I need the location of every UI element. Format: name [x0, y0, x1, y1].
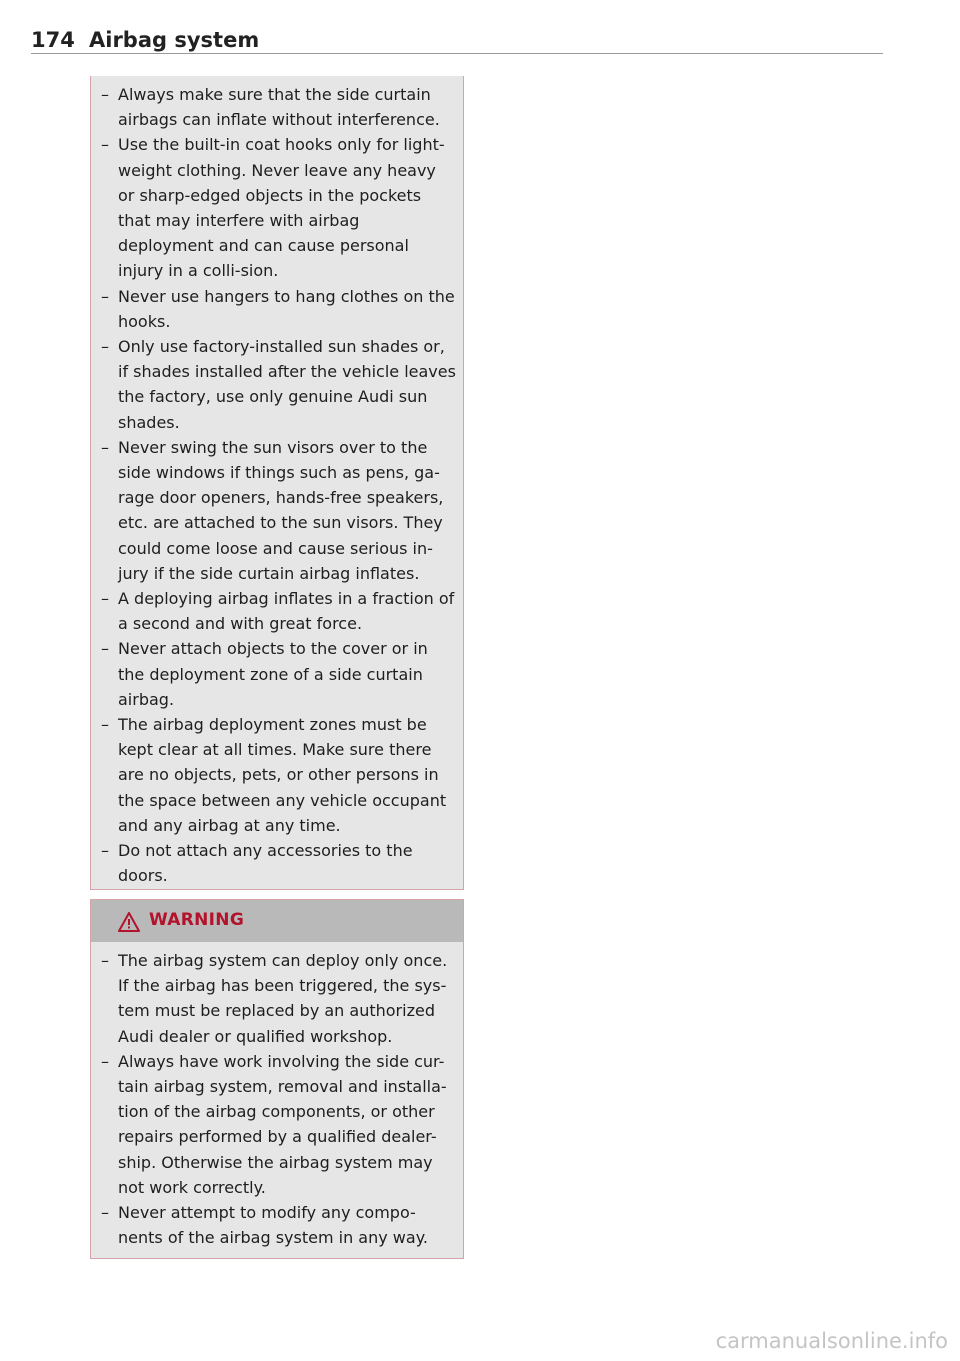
warning-triangle-icon: [118, 912, 140, 932]
warning-box: [90, 899, 464, 1259]
list-item: – Use the built-in coat hooks only for light-weight clothing. Never leave any heavy or sharp-edged objects in the pockets that may interfere with airbag deployment and can cause personal injury in a colli-sion.: [101, 135, 445, 281]
list-item: – The airbag deployment zones must be kept clear at all times. Make sure there are no objects, pets, or other persons in the space between any vehicle occupant and any airbag at any time.: [101, 715, 447, 835]
list-item: – Never use hangers to hang clothes on the hooks.: [101, 286, 455, 331]
list-item: – The airbag system can deploy only once. If the airbag has been triggered, the sys-tem must be replaced by an authorized Audi dealer or qualified workshop.: [101, 951, 448, 1046]
warning-list: [91, 948, 463, 1250]
warning-title: WARNING: [149, 910, 245, 930]
list-item: – Never swing the sun visors over to the side windows if things such as pens, ga-rage door openers, hands-free speakers, etc. are attached to the sun visors. They could come loose and cause serious in-jury if the side curtain airbag inflates.: [101, 437, 444, 583]
caution-list: [91, 82, 463, 889]
list-item: – Always make sure that the side curtain airbags can inflate without interference.: [101, 85, 440, 130]
list-item: – Never attempt to modify any compo-nents of the airbag system in any way.: [101, 1203, 428, 1248]
list-item: – Only use factory-installed sun shades or, if shades installed after the vehicle leaves the factory, use only genuine Audi sun shades.: [101, 337, 456, 432]
warning-header: [91, 900, 463, 942]
caution-continuation-box: [90, 76, 464, 890]
list-item: – Never attach objects to the cover or in the deployment zone of a side curtain airbag.: [101, 639, 428, 709]
list-item: – Do not attach any accessories to the doors.: [101, 841, 413, 886]
watermark: carmanualsonline.info: [715, 1329, 948, 1353]
list-item: – Always have work involving the side cur-tain airbag system, removal and installa-tion of the airbag components, or other repairs performed by a qualified dealer-ship. Otherwise the airbag system may not work correctly.: [101, 1051, 447, 1197]
page-number: 174: [31, 28, 75, 52]
list-item: – A deploying airbag inflates in a fraction of a second and with great force.: [101, 589, 455, 634]
section-title: Airbag system: [89, 28, 260, 52]
header-divider: [31, 53, 883, 54]
